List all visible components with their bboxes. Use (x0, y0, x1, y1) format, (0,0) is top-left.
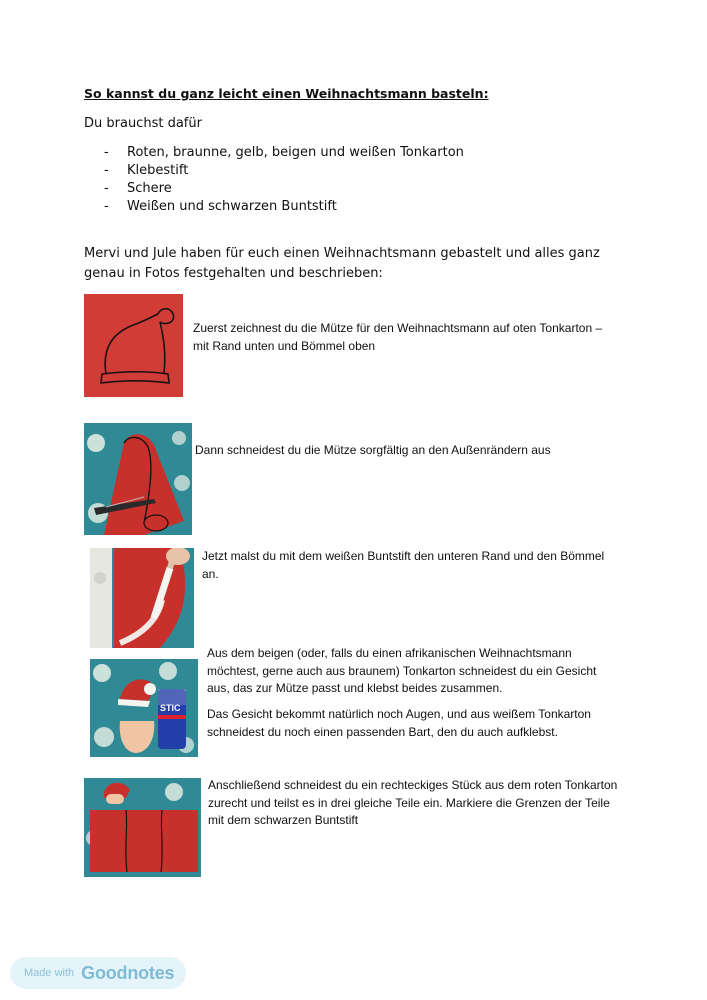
step-1-text: Zuerst zeichnest du die Mütze für den Weihnachtsmann auf oten Tonkarton – mit Rand unten und Bömmel oben (193, 321, 603, 353)
list-item-text: Weißen und schwarzen Buntstift (127, 199, 337, 214)
list-item (104, 180, 464, 198)
materials-intro: Du brauchst dafür (84, 116, 202, 131)
made-with-label: Made with (24, 967, 75, 979)
glue-stick-label: STIC (160, 703, 181, 713)
materials-list (104, 144, 464, 216)
step-3-photo (90, 548, 194, 648)
step-1-photo (84, 294, 183, 397)
goodnotes-badge (10, 957, 186, 989)
list-marker: - (104, 199, 109, 214)
list-marker: - (104, 145, 109, 160)
list-item-text: Klebestift (127, 163, 189, 178)
step-4-text: Aus dem beigen (oder, falls du einen afrikanischen Weihnachtsmann möchtest, gerne auch aus braunem) Tonkarton schneidest du ein Gesicht aus, das zur Mütze passt und klebst beides zusammen. (207, 646, 597, 695)
list-item (104, 162, 464, 180)
list-marker: - (104, 163, 109, 178)
step-3-text: Jetzt malst du mit dem weißen Buntstift den unteren Rand und den Bömmel an. (202, 549, 605, 581)
list-marker: - (104, 181, 109, 196)
list-item-text: Roten, braunne, gelb, beigen und weißen Tonkarton (127, 145, 464, 160)
list-item (104, 144, 464, 162)
goodnotes-logo: Goodnotes (81, 962, 175, 983)
step-2-text: Dann schneidest du die Mütze sorgfältig an den Außenrändern aus (195, 443, 551, 457)
step-5-photo (84, 778, 201, 877)
step-4-text-2: Das Gesicht bekommt natürlich noch Augen, und aus weißem Tonkarton schneidest du noch einen passenden Bart, den du auch aufklebst. (207, 707, 591, 739)
step-5-text: Anschließend schneidest du ein rechteckiges Stück aus dem roten Tonkarton zurecht und teilst es in drei gleiche Teile ein. Markiere die Grenzen der Teile mit dem schwarzen Buntstift (208, 778, 618, 827)
intro-paragraph: Mervi und Jule haben für euch einen Weihnachtsmann gebastelt und alles ganz genau in Fotos festgehalten und beschrieben: (84, 246, 600, 281)
list-item (104, 198, 464, 216)
list-item-text: Schere (127, 181, 172, 196)
step-4-photo (90, 659, 198, 757)
page-title: So kannst du ganz leicht einen Weihnachtsmann basteln: (84, 86, 489, 101)
step-2-photo (84, 423, 192, 535)
